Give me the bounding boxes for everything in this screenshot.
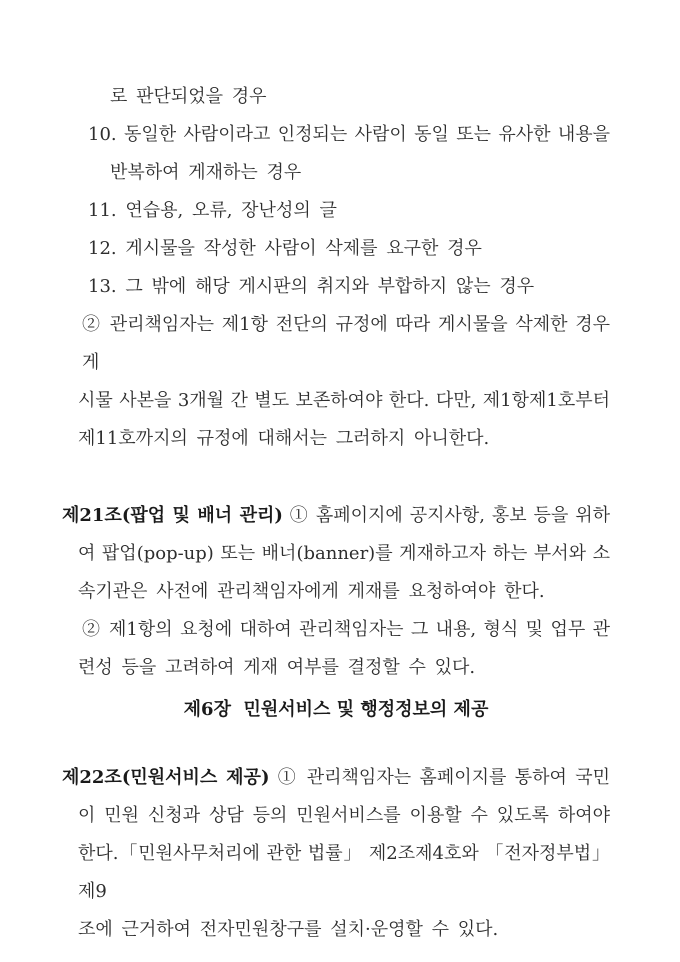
doc-line-article-21-clause-2: ② 제1항의 요청에 대하여 관리책임자는 그 내용, 형식 및 업무 관 (82, 619, 610, 640)
doc-line-clause-2-end: 제11호까지의 규정에 대해서는 그러하지 아니한다. (78, 428, 490, 449)
doc-line-clause-2-start: ② 관리책임자는 제1항 전단의 규정에 따라 게시물을 삭제한 경우 게 (82, 314, 610, 373)
doc-line-list-item-13: 13. 그 밖에 해당 게시판의 취지와 부합하지 않는 경우 (88, 276, 535, 297)
doc-line-article-21-clause-2-end: 련성 등을 고려하여 게재 여부를 결정할 수 있다. (78, 657, 476, 678)
article-21-body-start: ① 홈페이지에 공지사항, 홍보 등을 위하 (282, 505, 611, 526)
doc-line-article-21-cont-1: 여 팝업(pop-up) 또는 배너(banner)를 게재하고자 하는 부서와 소 (78, 543, 610, 564)
doc-line-article-22-end: 조에 근거하여 전자민원창구를 설치·운영할 수 있다. (78, 919, 499, 940)
chapter-6-heading: 제6장 민원서비스 및 행정정보의 제공 (183, 699, 489, 720)
doc-line-list-item-10: 10. 동일한 사람이라고 인정되는 사람이 동일 또는 유사한 내용을 (88, 124, 610, 145)
article-21-title: 제21조(팝업 및 배너 관리) (62, 505, 283, 526)
doc-line-clause-2-cont: 시물 사본을 3개월 간 별도 보존하여야 한다. 다만, 제1항제1호부터 (78, 390, 610, 411)
doc-line-continuation: 로 판단되었을 경우 (110, 86, 267, 107)
document-text-block (62, 78, 610, 949)
doc-line-article-21-cont-2: 속기관은 사전에 관리책임자에게 게재를 요청하여야 한다. (78, 581, 545, 602)
doc-line-list-item-11: 11. 연습용, 오류, 장난성의 글 (88, 200, 337, 221)
doc-line-item-10-cont: 반복하여 게재하는 경우 (110, 162, 302, 183)
article-22-body-start: ① 관리책임자는 홈페이지를 통하여 국민 (269, 767, 610, 788)
doc-line-article-22-cont-1: 이 민원 신청과 상담 등의 민원서비스를 이용할 수 있도록 하여야 (78, 805, 610, 826)
article-22-title: 제22조(민원서비스 제공) (62, 767, 270, 788)
doc-line-list-item-12: 12. 게시물을 작성한 사람이 삭제를 요구한 경우 (88, 238, 482, 259)
doc-line-article-21-start (62, 497, 610, 535)
doc-line-article-22-start (62, 759, 610, 797)
doc-line-article-22-cont-2: 한다.「민원사무처리에 관한 법률」 제2조제4호와 「전자정부법」제9 (78, 843, 610, 902)
